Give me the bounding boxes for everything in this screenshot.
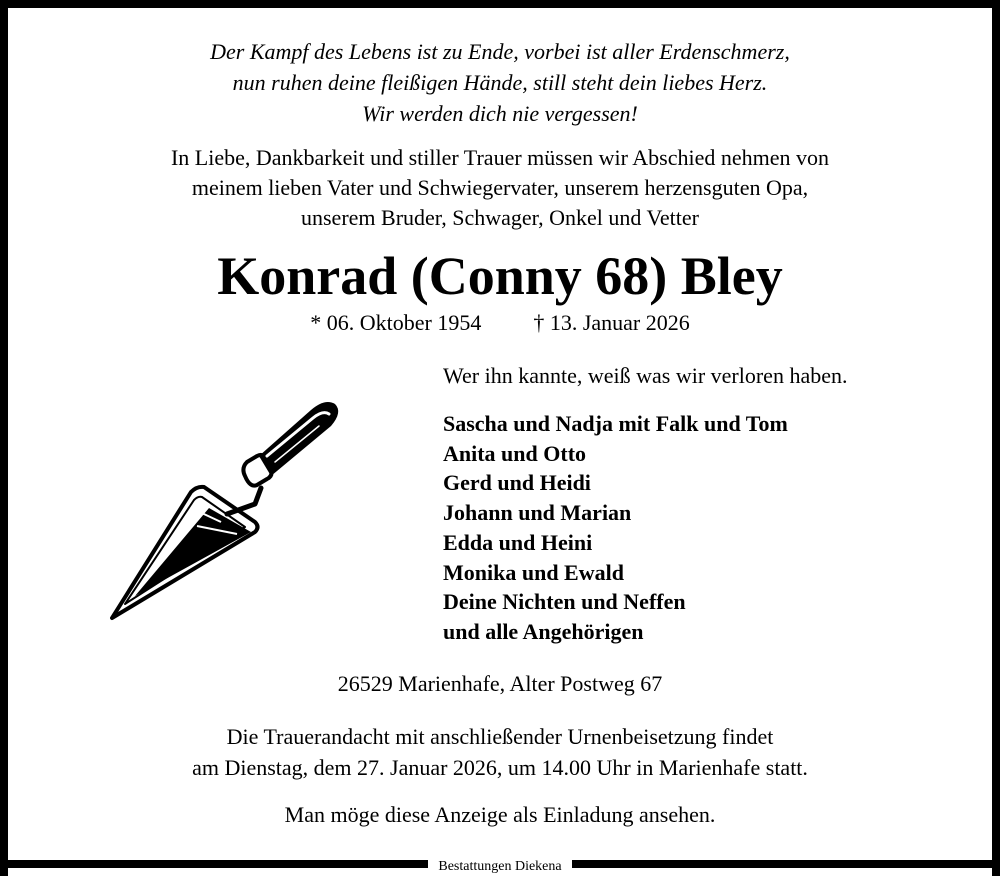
mourner-entry: Monika und Ewald: [443, 559, 624, 585]
undertaker-credit: [0, 857, 1000, 875]
mourners-list: [443, 409, 788, 647]
mourner-entry: und alle Angehörigen: [443, 618, 644, 644]
invitation-note: Man möge diese Anzeige als Einladung ansehen.: [284, 802, 716, 827]
mourner-entry: Anita und Otto: [443, 440, 587, 466]
trowel-icon: [105, 396, 345, 621]
service-line: am Dienstag, dem 27. Januar 2026, um 14.00 Uhr in Marienhafe statt.: [192, 755, 808, 780]
mourner-entry: Johann und Marian: [443, 500, 632, 526]
verse-line: Wir werden dich nie vergessen!: [362, 101, 638, 126]
mourner-entry: Deine Nichten und Neffen: [443, 589, 686, 615]
quote-line: Wer ihn kannte, weiß was wir verloren haben.: [443, 363, 848, 388]
family-address: 26529 Marienhafe, Alter Postweg 67: [337, 671, 663, 696]
life-dates: [0, 308, 1000, 338]
service-line: Die Trauerandacht mit anschließender Urnenbeisetzung findet: [226, 724, 774, 749]
service-info: [0, 721, 1000, 783]
verse-line: nun ruhen deine fleißigen Hände, still steht dein liebes Herz.: [232, 70, 768, 95]
death-date: † 13. Januar 2026: [533, 310, 690, 335]
intro-text: [0, 143, 1000, 233]
mourner-entry: Gerd und Heidi: [443, 470, 591, 496]
intro-line: unserem Bruder, Schwager, Onkel und Vetter: [301, 205, 699, 230]
intro-line: In Liebe, Dankbarkeit und stiller Trauer müssen wir Abschied nehmen von: [170, 145, 830, 170]
mourner-entry: Edda und Heini: [443, 529, 593, 555]
deceased-name: Konrad (Conny 68) Bley: [217, 246, 783, 306]
intro-line: meinem lieben Vater und Schwiegervater, unserem herzensguten Opa,: [191, 175, 809, 200]
verse-line: Der Kampf des Lebens ist zu Ende, vorbei ist aller Erdenschmerz,: [210, 39, 790, 64]
mourner-entry: Sascha und Nadja mit Falk und Tom: [443, 411, 788, 436]
memorial-verse: [0, 36, 1000, 129]
birth-date: * 06. Oktober 1954: [310, 310, 482, 335]
undertaker-name: Bestattungen Diekena: [428, 860, 571, 874]
